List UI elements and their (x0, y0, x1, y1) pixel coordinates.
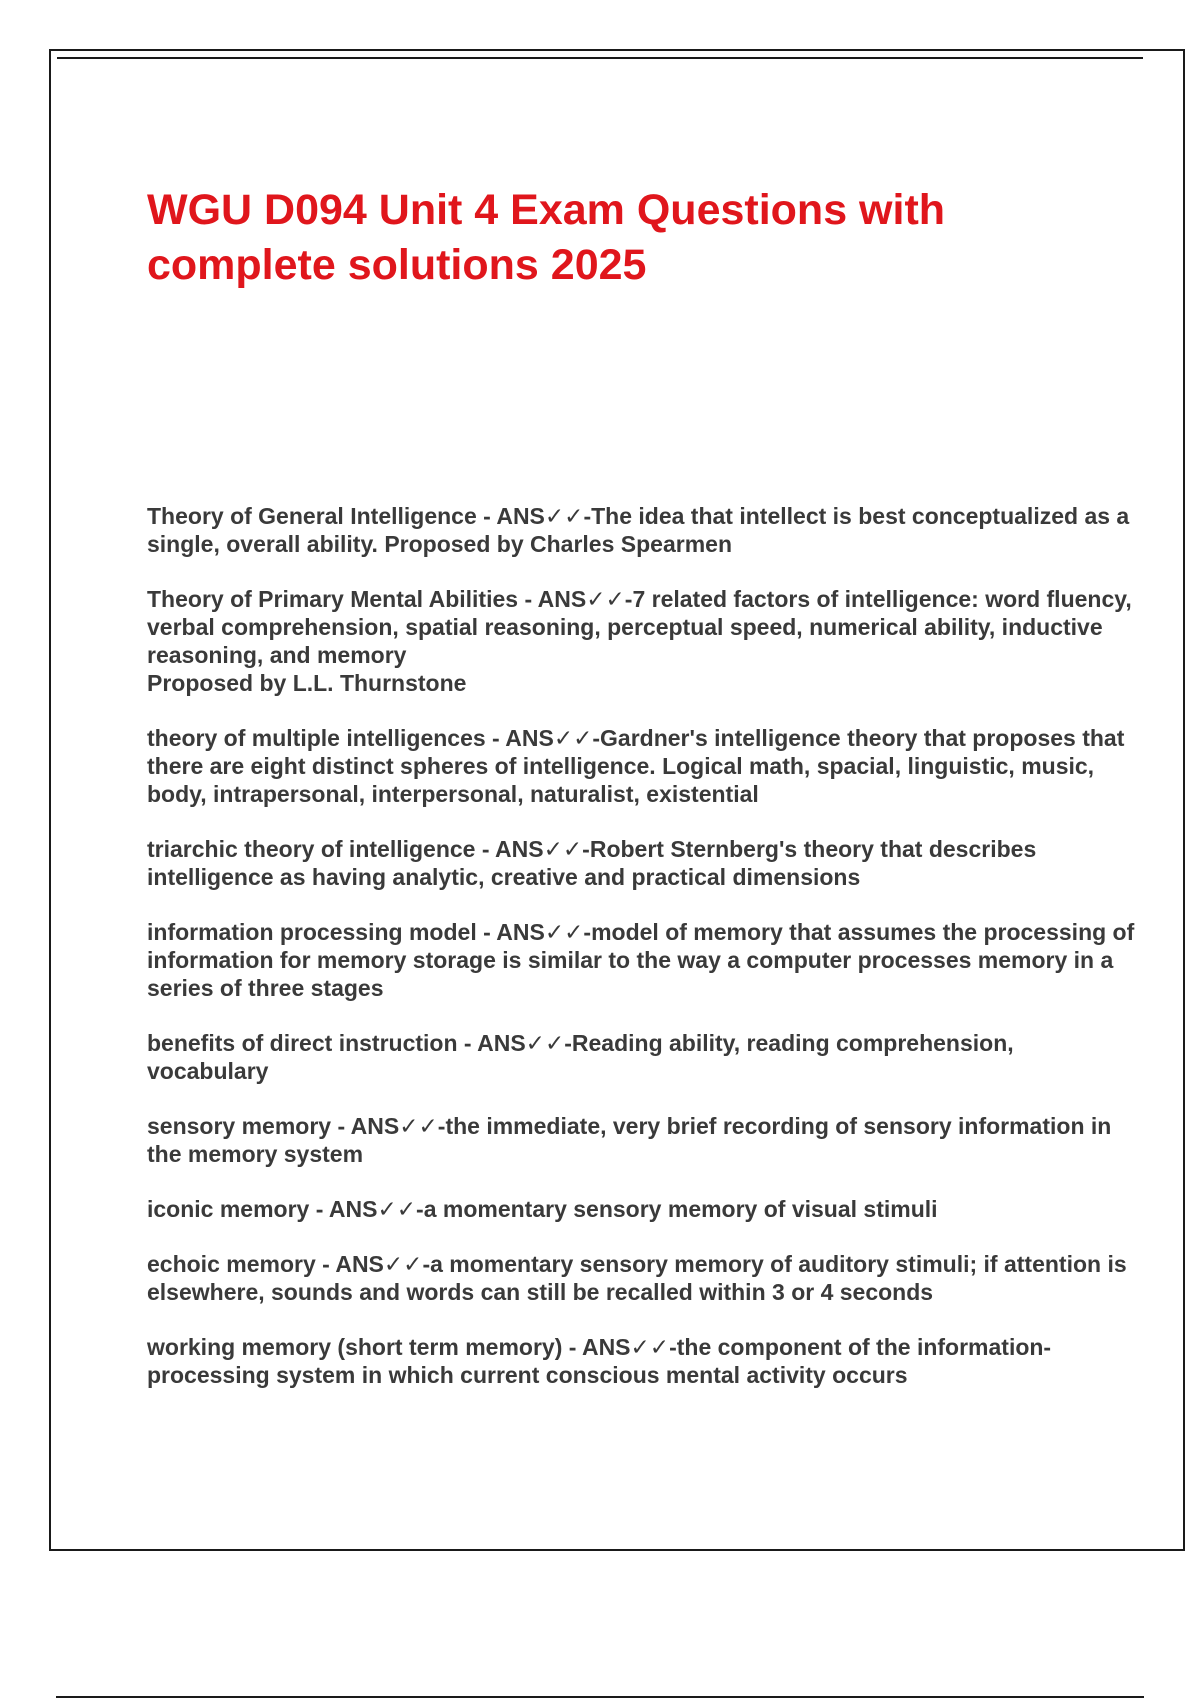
answer-marker: - ANS✓✓- (457, 1030, 572, 1056)
qa-item (147, 502, 1137, 558)
qa-term: Theory of General Intelligence (147, 503, 477, 529)
answer-marker: - ANS✓✓- (315, 1251, 431, 1277)
qa-item (147, 1195, 1137, 1223)
document-title: WGU D094 Unit 4 Exam Questions with complete solutions 2025 (147, 186, 946, 289)
qa-answer: The idea that intellect is best conceptualized as a single, overall ability. Proposed by Charles Spearmen (147, 503, 1130, 557)
qa-term: echoic memory (147, 1251, 316, 1277)
qa-answer: the immediate, very brief recording of sensory information in the memory system (147, 1113, 1112, 1167)
answer-marker: - ANS✓✓- (476, 919, 592, 945)
answer-marker: - ANS✓✓- (331, 1113, 446, 1139)
qa-item (147, 585, 1137, 697)
qa-item (147, 1112, 1137, 1168)
qa-answer: the component of the information-processing system in which current conscious mental activity occurs (147, 1334, 1052, 1388)
qa-answer: Gardner's intelligence theory that proposes that there are eight distinct spheres of intelligence. Logical math, spacial, linguistic, music, body, intrapersonal, interpersonal, naturalist, existential (147, 725, 1125, 807)
answer-marker: - ANS✓✓- (309, 1196, 424, 1222)
qa-list (147, 502, 1137, 1416)
qa-item (147, 918, 1137, 1002)
qa-answer: Reading ability, reading comprehension, vocabulary (147, 1030, 1014, 1084)
qa-answer: a momentary sensory memory of auditory stimuli; if attention is elsewhere, sounds and words can still be recalled within 3 or 4 seconds (147, 1251, 1127, 1305)
qa-answer: a momentary sensory memory of visual stimuli (423, 1196, 938, 1222)
qa-term: benefits of direct instruction (147, 1030, 458, 1056)
bottom-rule (56, 1696, 1144, 1698)
qa-answer: 7 related factors of intelligence: word fluency, verbal comprehension, spatial reasoning, perceptual speed, numerical ability, inductive reasoning, and memory Proposed by L.L. Thurnstone (147, 586, 1132, 696)
qa-item (147, 1250, 1137, 1306)
qa-item (147, 724, 1137, 808)
qa-item (147, 1333, 1137, 1389)
top-rule (57, 57, 1143, 59)
qa-term: iconic memory (147, 1196, 310, 1222)
qa-answer: model of memory that assumes the processing of information for memory storage is similar to the way a computer processes memory in a series of three stages (147, 919, 1135, 1001)
qa-term: triarchic theory of intelligence (147, 836, 476, 862)
answer-marker: - ANS✓✓- (476, 503, 592, 529)
answer-marker: - ANS✓✓- (485, 725, 601, 751)
qa-item (147, 1029, 1137, 1085)
qa-item (147, 835, 1137, 891)
qa-term: theory of multiple intelligences (147, 725, 486, 751)
answer-marker: - ANS✓✓- (475, 836, 590, 862)
page-frame (49, 49, 1185, 1551)
qa-answer: Robert Sternberg's theory that describes intelligence as having analytic, creative and practical dimensions (147, 836, 1037, 890)
qa-term: working memory (short term memory) (147, 1334, 563, 1360)
qa-term: information processing model (147, 919, 477, 945)
qa-term: sensory memory (147, 1113, 332, 1139)
qa-term: Theory of Primary Mental Abilities (147, 586, 519, 612)
answer-marker: - ANS✓✓- (518, 586, 633, 612)
answer-marker: - ANS✓✓- (562, 1334, 677, 1360)
